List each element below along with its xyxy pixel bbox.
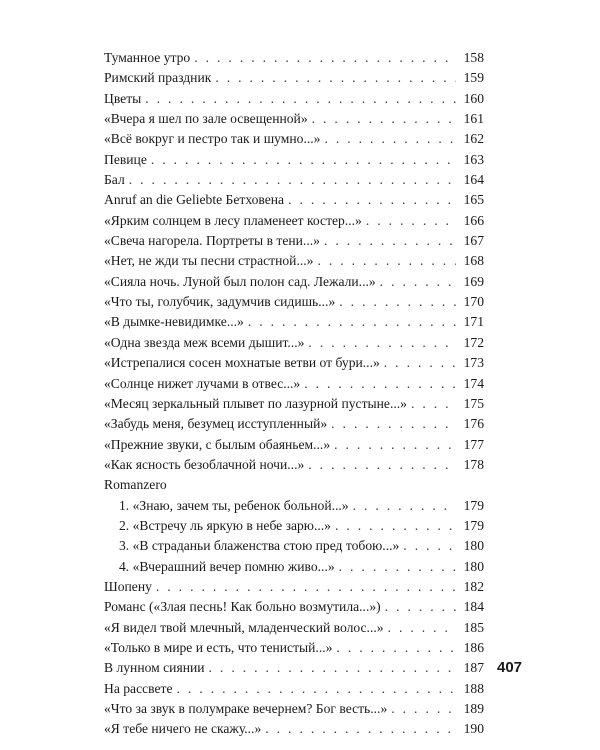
toc-entry-title: 1. «Знаю, зачем ты, ребенок больной...»: [119, 497, 349, 513]
toc-entry-page: 186: [463, 639, 484, 655]
toc-entry-title: Бал: [104, 172, 125, 188]
toc-entry-title: «Только в мире и есть, что тенистый...»: [104, 639, 333, 655]
toc-entry-title: «Ярким солнцем в лесу пламенеет костер...»: [104, 212, 362, 228]
dot-leader: [335, 516, 456, 536]
toc-entry: [104, 353, 484, 373]
toc-entry-page: 171: [463, 314, 484, 330]
dot-leader: [265, 719, 456, 739]
toc-entry-page: 182: [463, 578, 484, 594]
toc-entry: [104, 109, 484, 129]
toc-entry-page: 179: [463, 497, 484, 513]
toc-entry-title: Anruf an die Geliebte Бетховена: [104, 192, 285, 208]
toc-entry-title: Туманное утро: [104, 50, 191, 65]
toc-entry-title: Шопену: [104, 578, 152, 594]
dot-leader: [380, 272, 456, 292]
toc-entry-page: 161: [463, 111, 484, 127]
dot-leader: [391, 699, 456, 719]
dot-leader: [194, 48, 456, 68]
toc-entry-page: 158: [463, 50, 484, 65]
dot-leader: [324, 231, 456, 251]
toc-entry: [104, 394, 484, 414]
toc-entry-title: «Истрепалися сосен мохнатые ветви от бури...»: [104, 355, 380, 371]
toc-entry-title: «Сияла ночь. Луной был полон сад. Лежали...»: [104, 273, 376, 289]
toc-entry-page: 175: [463, 395, 484, 411]
toc-entry-page: 185: [463, 619, 484, 635]
toc-entry: [104, 312, 484, 332]
toc-entry: [104, 638, 484, 658]
toc-entry-page: 178: [463, 456, 484, 472]
page-number: 407: [497, 659, 523, 676]
toc-entry: [104, 414, 484, 434]
toc-entry: [104, 597, 484, 617]
toc-entry-page: 190: [463, 721, 484, 737]
toc-entry-title: В лунном сиянии: [104, 660, 205, 676]
toc-entry-title: На рассвете: [104, 680, 173, 696]
toc-entry-page: 180: [463, 538, 484, 554]
dot-leader: [403, 536, 456, 556]
dot-leader: [324, 129, 456, 149]
toc-entry: [104, 435, 484, 455]
dot-leader: [384, 353, 456, 373]
toc-entry-title: «Солнце нижет лучами в отвес...»: [104, 375, 301, 391]
dot-leader: [145, 89, 456, 109]
toc-entry-page: 172: [463, 334, 484, 350]
toc-entry-title: «Что ты, голубчик, задумчив сидишь...»: [104, 294, 336, 310]
dot-leader: [411, 394, 456, 414]
toc-entry: [104, 211, 484, 231]
toc-entry: [104, 719, 484, 739]
toc-entry-title: «Как ясность безоблачной ночи...»: [104, 456, 305, 472]
toc-entry: [104, 577, 484, 597]
dot-leader: [304, 374, 456, 394]
toc-entry: [104, 150, 484, 170]
dot-leader: [215, 68, 456, 88]
dot-leader: [177, 679, 457, 699]
toc-entry-title: «Всё вокруг и пестро так и шумно...»: [104, 131, 321, 147]
toc-entry-page: 179: [463, 517, 484, 533]
toc-entry-page: 173: [463, 355, 484, 371]
toc-entry: [104, 658, 484, 678]
dot-leader: [209, 658, 456, 678]
toc-entry-page: 189: [463, 701, 484, 716]
dot-leader: [339, 292, 456, 312]
toc-entry: [104, 374, 484, 394]
toc-entry-title: «Забудь меня, безумец исступленный»: [104, 416, 328, 432]
toc-entry: [104, 190, 484, 210]
dot-leader: [308, 333, 456, 353]
toc-entry-page: 187: [463, 660, 484, 676]
toc-entry-title: «Свеча нагорела. Портреты в тени...»: [104, 233, 320, 249]
toc-entry: [104, 618, 484, 638]
toc-entry: [104, 333, 484, 353]
toc-entry-page: 164: [463, 172, 484, 188]
toc-entry-title: Романс («Злая песнь! Как больно возмутила...»): [104, 599, 381, 615]
dot-leader: [366, 211, 456, 231]
toc-entry-title: Римский праздник: [104, 70, 212, 86]
toc-entry: [104, 699, 484, 719]
toc-entry: [104, 251, 484, 271]
toc-entry: [104, 68, 484, 88]
toc-entry: [104, 48, 484, 68]
toc-entry-page: 160: [463, 90, 484, 106]
toc-entry: [104, 231, 484, 251]
toc-entry: [104, 272, 484, 292]
toc-entry-page: 162: [463, 131, 484, 147]
toc-entry: [104, 475, 484, 495]
toc-entry-title: «Я тебе ничего не скажу...»: [104, 721, 262, 737]
toc-entry: [104, 170, 484, 190]
toc-entry-page: 180: [463, 558, 484, 574]
toc-entry: [104, 496, 484, 516]
table-of-contents: [104, 48, 484, 740]
dot-leader: [336, 638, 456, 658]
toc-entry-title: «Прежние звуки, с былым обаяньем...»: [104, 436, 331, 452]
toc-entry-page: 166: [463, 212, 484, 228]
toc-entry: [104, 292, 484, 312]
toc-entry-page: 165: [463, 192, 484, 208]
toc-entry: [104, 679, 484, 699]
toc-entry-page: 169: [463, 273, 484, 289]
toc-entry-page: 177: [463, 436, 484, 452]
dot-leader: [334, 435, 456, 455]
toc-entry-title: «Вчера я шел по зале освещенной»: [104, 111, 308, 127]
toc-entry-title: 2. «Встречу ль яркую в небе зарю...»: [119, 517, 331, 533]
toc-entry: [104, 536, 484, 556]
dot-leader: [248, 312, 456, 332]
dot-leader: [339, 557, 456, 577]
toc-entry-title: Цветы: [104, 90, 142, 106]
toc-entry-page: 184: [463, 599, 484, 615]
dot-leader: [353, 496, 456, 516]
toc-entry-title: «Что за звук в полумраке вечернем? Бог весть...»: [104, 701, 388, 716]
toc-entry-title: «Месяц зеркальный плывет по лазурной пустыне...»: [104, 395, 407, 411]
toc-entry-title: «В дымке-невидимке...»: [104, 314, 244, 330]
toc-entry-page: 176: [463, 416, 484, 432]
dot-leader: [312, 109, 456, 129]
toc-entry: [104, 557, 484, 577]
toc-entry-page: 188: [463, 680, 484, 696]
toc-entry-page: 159: [463, 70, 484, 86]
toc-entry-title: «Нет, не жди ты песни страстной...»: [104, 253, 314, 269]
dot-leader: [308, 455, 456, 475]
toc-entry-title: 4. «Вчерашний вечер помню живо...»: [119, 558, 335, 574]
dot-leader: [151, 150, 456, 170]
dot-leader: [317, 251, 456, 271]
toc-entry-title: Romanzero: [104, 477, 167, 493]
toc-entry-page: 174: [463, 375, 484, 391]
toc-entry-page: 170: [463, 294, 484, 310]
dot-leader: [331, 414, 456, 434]
toc-entry-page: 167: [463, 233, 484, 249]
toc-entry: [104, 89, 484, 109]
toc-entry-title: «Одна звезда меж всеми дышит...»: [104, 334, 305, 350]
dot-leader: [385, 597, 456, 617]
toc-entry: [104, 516, 484, 536]
toc-entry-page: 163: [463, 151, 484, 167]
toc-entry-title: «Я видел твой млечный, младенческий волос...»: [104, 619, 384, 635]
dot-leader: [156, 577, 456, 597]
toc-entry: [104, 455, 484, 475]
toc-entry-title: 3. «В страданьи блаженства стою пред тобою...»: [119, 538, 400, 554]
dot-leader: [288, 190, 456, 210]
toc-entry-title: Певице: [104, 151, 147, 167]
dot-leader: [388, 618, 456, 638]
toc-entry-page: 168: [463, 253, 484, 269]
toc-entry: [104, 129, 484, 149]
dot-leader: [129, 170, 456, 190]
